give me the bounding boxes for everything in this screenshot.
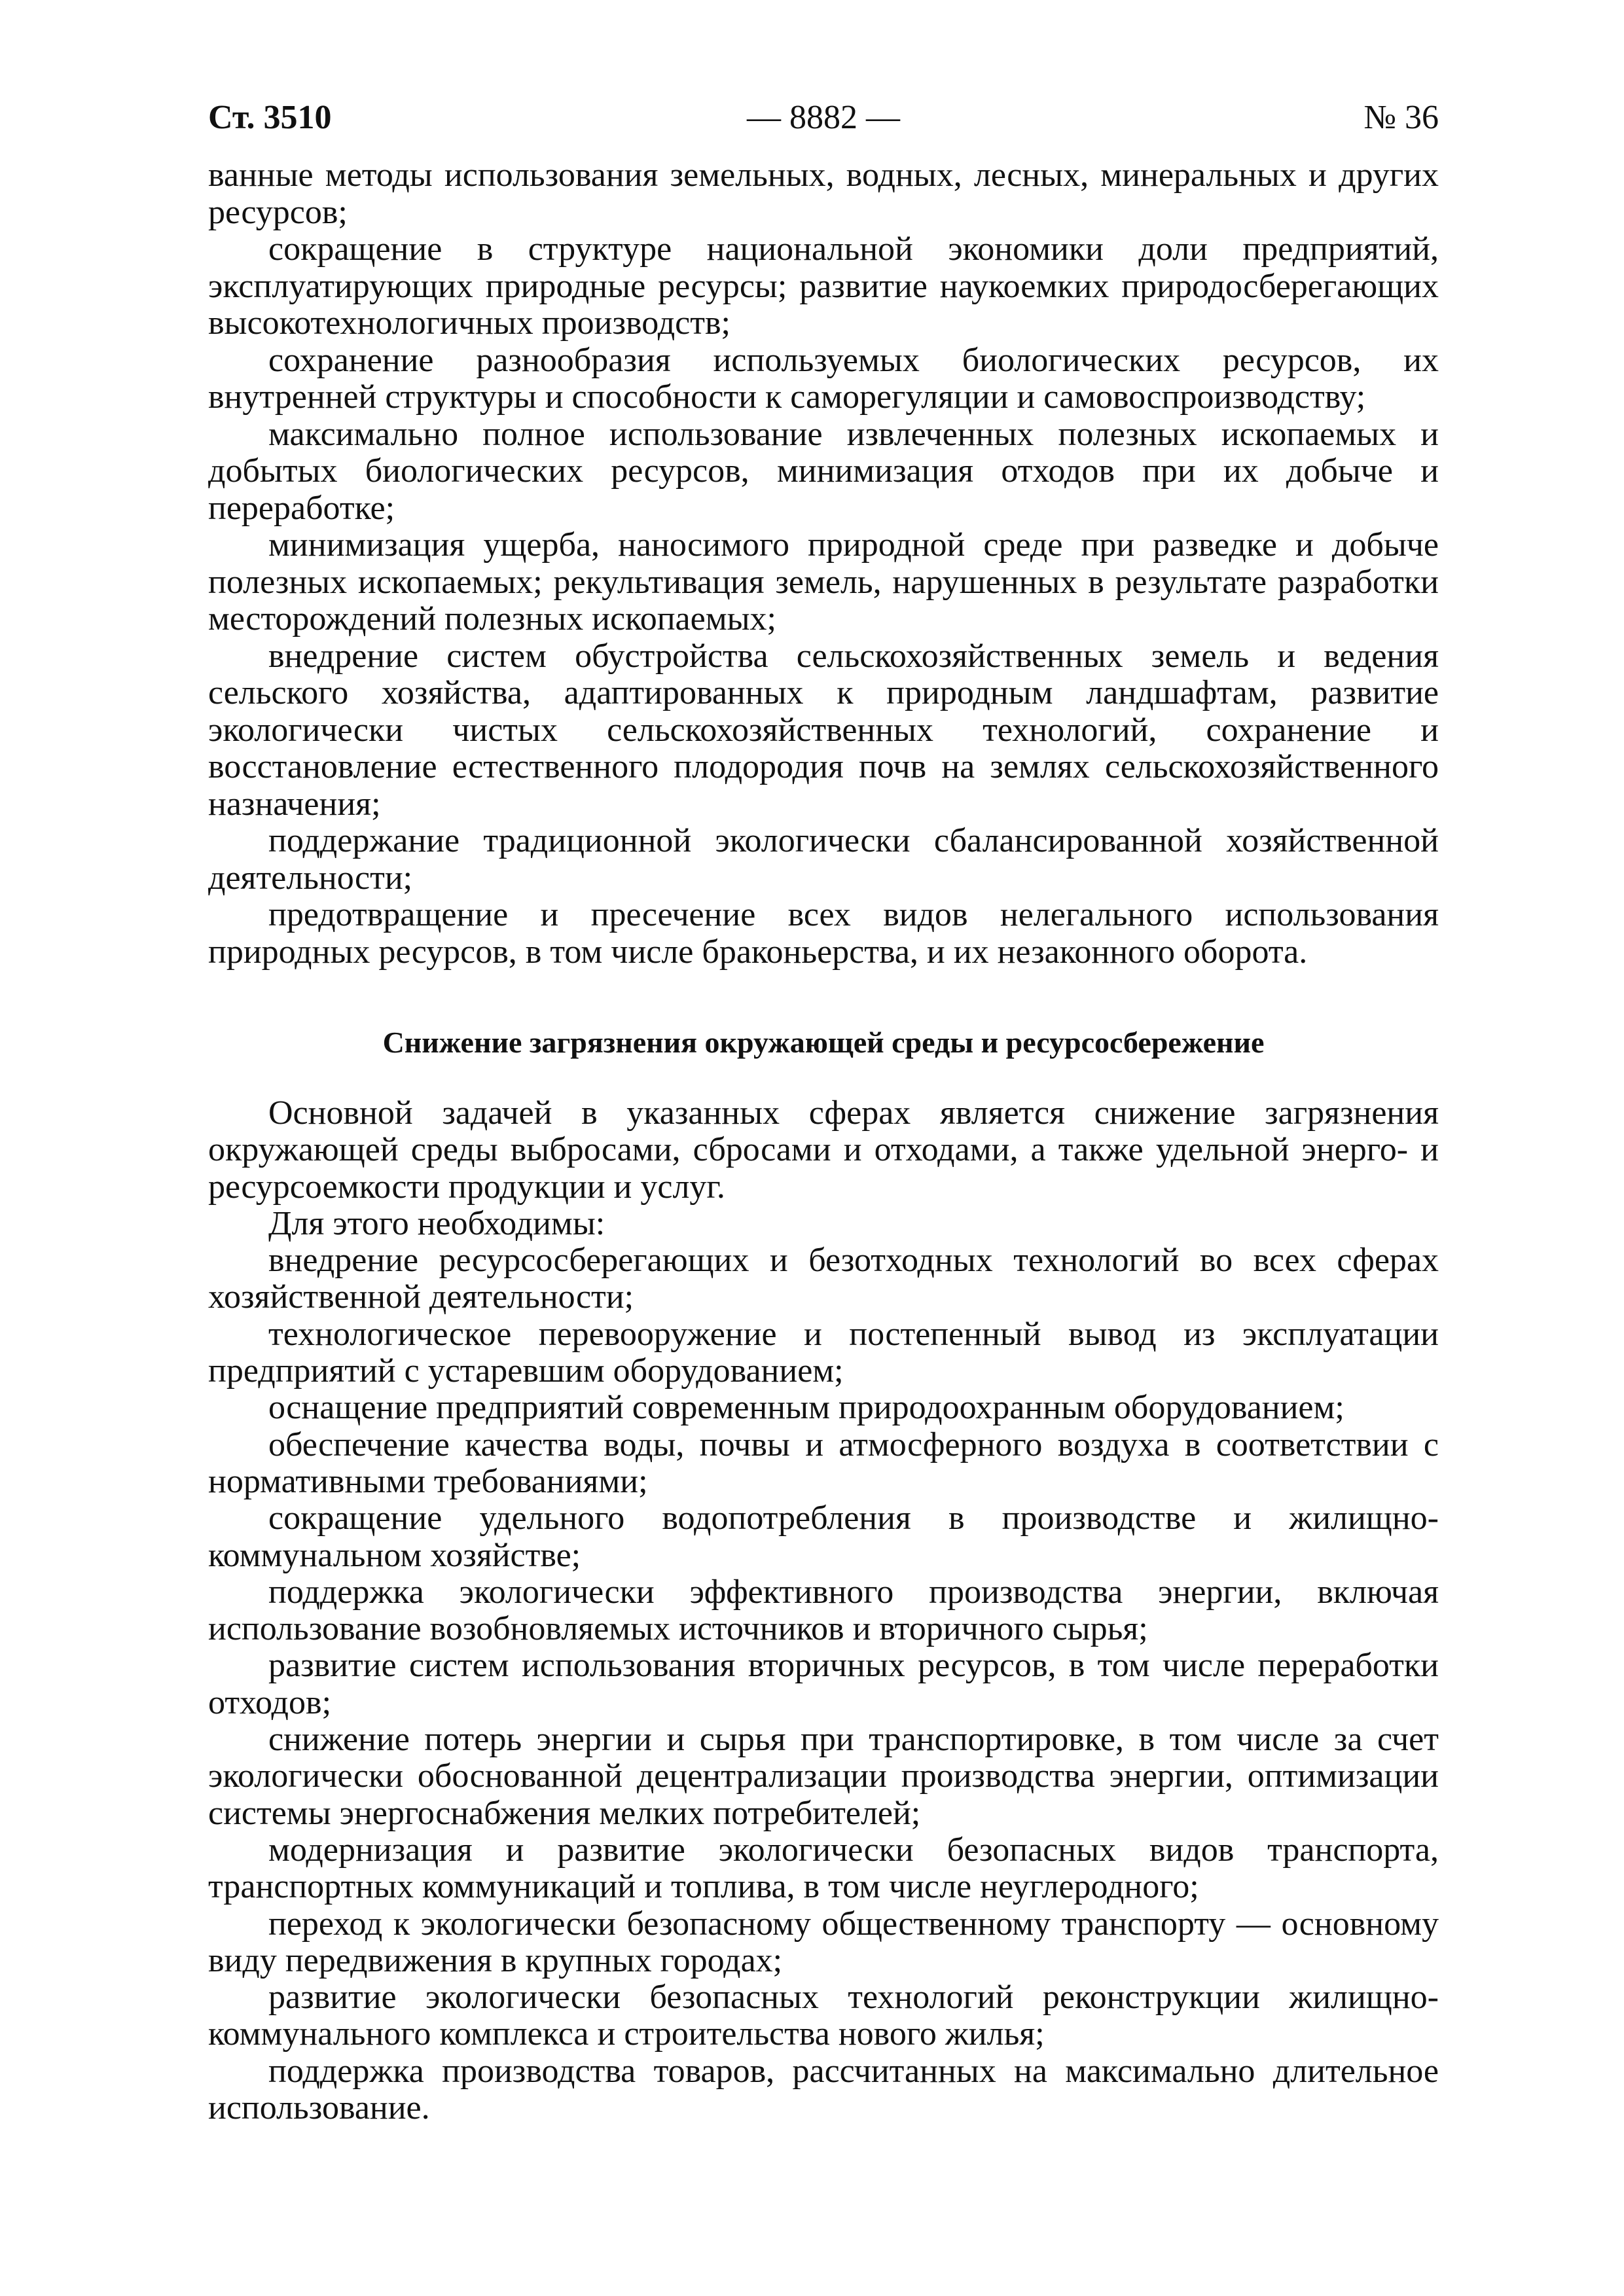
issue-number: № 36 (1363, 99, 1439, 136)
paragraph: поддержка производства товаров, рассчитанных на максимально длительное использование. (208, 2052, 1439, 2127)
paragraph: сохранение разнообразия используемых биологических ресурсов, их внутренней структуры и способности к саморегуляции и самовоспроизводству; (208, 341, 1439, 416)
section-heading: Снижение загрязнения окружающей среды и ресурсосбережение (382, 1026, 1265, 1059)
paragraph: минимизация ущерба, наносимого природной среде при разведке и добыче полезных ископаемых; рекультивация земель, нарушенных в результате разработки месторождений полезных ископаемых; (208, 526, 1439, 637)
paragraph: снижение потерь энергии и сырья при транспортировке, в том числе за счет экологически обоснованной децентрализации производства энергии, оптимизации системы энергоснабжения мелких потребителей; (208, 1721, 1439, 1832)
paragraph: сокращение в структуре национальной экономики доли предприятий, эксплуатирующих природные ресурсы; развитие наукоемких природосберегающих высокотехнологичных производств; (208, 230, 1439, 342)
section-1-body (208, 157, 1439, 971)
paragraph: развитие экологически безопасных технологий реконструкции жилищно-коммунального комплекса и строительства нового жилья; (208, 1979, 1439, 2053)
paragraph: поддержка экологически эффективного производства энергии, включая использование возобновляемых источников и вторичного сырья; (208, 1573, 1439, 1648)
article-number: Ст. 3510 (208, 99, 332, 136)
paragraph: максимально полное использование извлеченных полезных ископаемых и добытых биологических ресурсов, минимизация отходов при их добыче и переработке; (208, 415, 1439, 527)
paragraph: внедрение систем обустройства сельскохозяйственных земель и ведения сельского хозяйства, адаптированных к природным ландшафтам, развитие экологически чистых сельскохозяйственных технологий, сохранение и восстановление естественного плодородия почв на землях сельскохозяйственного назначения; (208, 637, 1439, 823)
paragraph: переход к экологически безопасному общественному транспорту — основному виду передвижения в крупных городах; (208, 1905, 1439, 1979)
paragraph: поддержание традиционной экологически сбалансированной хозяйственной деятельности; (208, 822, 1439, 897)
paragraph: предотвращение и пресечение всех видов нелегального использования природных ресурсов, в том числе браконьерства, и их незаконного оборота. (208, 896, 1439, 971)
paragraph: внедрение ресурсосберегающих и безотходных технологий во всех сферах хозяйственной деятельности; (208, 1242, 1439, 1316)
document-page (208, 92, 1439, 2126)
page-header (208, 92, 1439, 157)
paragraph: Для этого необходимы: (268, 1204, 605, 1242)
paragraph: модернизация и развитие экологически безопасных видов транспорта, транспортных коммуникаций и топлива, в том числе неуглеродного; (208, 1831, 1439, 1906)
paragraph: сокращение удельного водопотребления в производстве и жилищно-коммунальном хозяйстве; (208, 1499, 1439, 1574)
paragraph: оснащение предприятий современным природоохранным оборудованием; (268, 1389, 1344, 1427)
paragraph: Основной задачей в указанных сферах является снижение загрязнения окружающей среды выбросами, сбросами и отходами, а также удельной энерго- и ресурсоемкости продукции и услуг. (208, 1094, 1439, 1206)
paragraph: обеспечение качества воды, почвы и атмосферного воздуха в соответствии с нормативными требованиями; (208, 1426, 1439, 1500)
section-2-body (208, 1095, 1439, 2126)
paragraph: технологическое перевооружение и постепенный вывод из эксплуатации предприятий с устаревшим оборудованием; (208, 1315, 1439, 1390)
paragraph: ванные методы использования земельных, водных, лесных, минеральных и других ресурсов; (208, 156, 1439, 231)
paragraph: развитие систем использования вторичных ресурсов, в том числе переработки отходов; (208, 1647, 1439, 1721)
page-number: — 8882 — (747, 99, 900, 136)
